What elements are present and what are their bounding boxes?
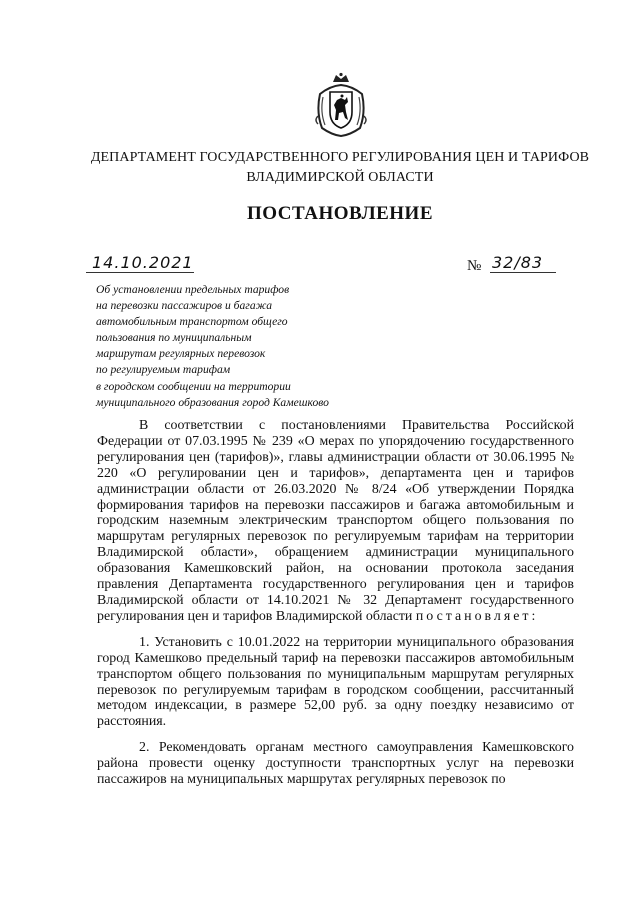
subject-line: муниципального образования город Камешково: [96, 395, 329, 409]
department-name-line2: ВЛАДИМИРСКОЙ ОБЛАСТИ: [246, 170, 434, 185]
document-body: [97, 418, 574, 788]
subject-line: Об установлении предельных тарифов: [96, 283, 290, 296]
subject-line: автомобильным транспортом общего: [96, 315, 288, 329]
preamble-text: В соответствии с постановлениями Правительства Российской Федерации от 07.03.1995 № 239 «О мерах по упорядочению государственного регулирования цен (тарифов)», главы администрации области от 30.06.1995 № 220 «О регулировании цен и тарифов», департамента цен и тарифов администрации области от 26.03.2020 № 8/24 «Об утверждении Порядка формирования тарифов на перевозки пассажиров и багажа автомобильным и городским наземным электрическим транспортом общего пользования по маршрутам регулярных перевозок по регулируемым тарифам на территории Владимирской области», обращением администрации муниципального образования Камешковский район, на основании протокола заседания правления Департамента государственного регулирования цен и тарифов Владимирской области от 14.10.2021 № 32 Департамент государственного регулирования цен и тарифов Владимирской области: [97, 418, 574, 624]
item-1-paragraph: 1. Установить с 10.01.2022 на территории муниципального образования город Камешково предельный тариф на перевозки пассажиров автомобильным транспортом общего пользования по муниципальным маршрутам регулярных перевозок по регулируемым тарифам в городском сообщении, рассчитанный методом индексации, в размере 52,00 руб. за одну поездку независимо от расстояния.: [97, 634, 574, 730]
department-name-line1: ДЕПАРТАМЕНТ ГОСУДАРСТВЕННОГО РЕГУЛИРОВАНИЯ ЦЕН И ТАРИФОВ: [90, 150, 590, 165]
document-number: 32/83: [492, 253, 544, 272]
document-subject: [96, 282, 416, 411]
number-label: №: [467, 258, 482, 274]
preamble-paragraph: [97, 418, 574, 625]
number-underline: [490, 272, 556, 273]
decree-word: постановляет:: [415, 608, 539, 624]
coat-of-arms-icon: [312, 72, 370, 138]
subject-line: маршрутам регулярных перевозок: [96, 347, 266, 361]
subject-line: пользования по муниципальным: [96, 331, 252, 345]
subject-line: по регулируемым тарифам: [96, 363, 231, 377]
subject-line: в городском сообщении на территории: [96, 379, 291, 393]
document-type-title: ПОСТАНОВЛЕНИЕ: [246, 203, 434, 224]
document-date: 14.10.2021: [92, 253, 194, 272]
subject-line: на перевозки пассажиров и багажа: [96, 299, 273, 313]
date-underline: [86, 272, 194, 273]
item-2-paragraph: 2. Рекомендовать органам местного самоуправления Камешковского района провести оценку доступности транспортных услуг на перевозки пассажиров на муниципальных маршрутах регулярных перевозок по: [97, 740, 574, 788]
